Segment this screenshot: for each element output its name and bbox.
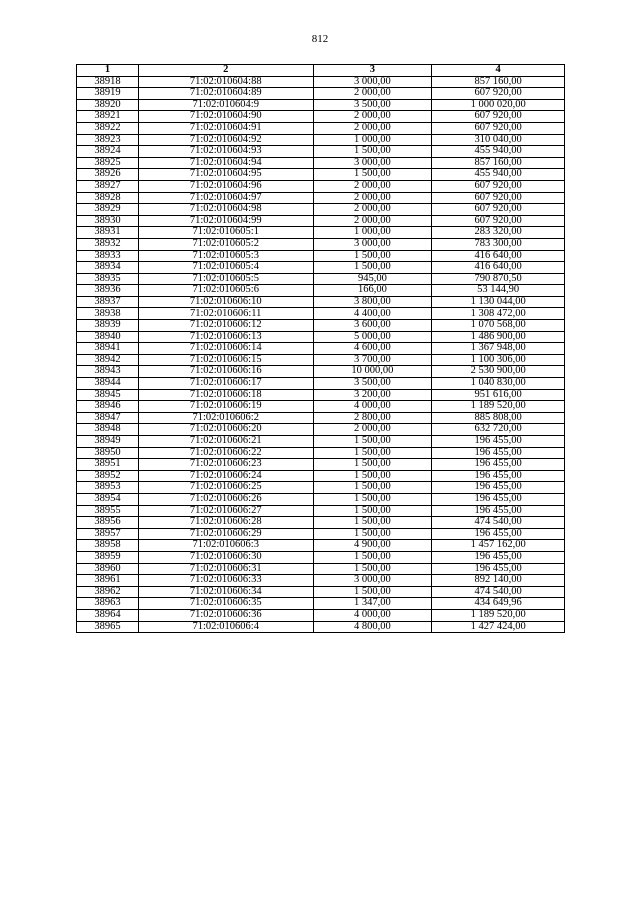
table-row [77, 389, 565, 401]
value-cell: 53 144,90 [432, 285, 565, 297]
cadastral-number-cell: 71:02:010606:12 [138, 320, 313, 332]
cadastral-number-cell: 71:02:010604:88 [138, 76, 313, 88]
cadastral-number-cell: 71:02:010606:4 [138, 621, 313, 633]
row-number-cell: 38947 [77, 412, 139, 424]
row-number-cell: 38918 [77, 76, 139, 88]
value-cell: 1 189 520,00 [432, 609, 565, 621]
column-header-1: 1 [77, 65, 139, 77]
table-row [77, 354, 565, 366]
cadastral-number-cell: 71:02:010605:1 [138, 227, 313, 239]
area-cell: 2 000,00 [313, 192, 432, 204]
area-cell: 1 500,00 [313, 262, 432, 274]
page-number: 812 [311, 33, 329, 45]
table-row [77, 227, 565, 239]
table-row [77, 296, 565, 308]
row-number-cell: 38930 [77, 215, 139, 227]
cadastral-number-cell: 71:02:010606:18 [138, 389, 313, 401]
table-row [77, 493, 565, 505]
table-row [77, 285, 565, 297]
cadastral-number-cell: 71:02:010606:26 [138, 493, 313, 505]
area-cell: 1 500,00 [313, 146, 432, 158]
value-cell: 196 455,00 [432, 551, 565, 563]
table-header-row [77, 65, 565, 77]
area-cell: 5 000,00 [313, 331, 432, 343]
value-cell: 607 920,00 [432, 204, 565, 216]
table-row [77, 609, 565, 621]
value-cell: 1 040 830,00 [432, 378, 565, 390]
area-cell: 2 000,00 [313, 88, 432, 100]
area-cell: 2 000,00 [313, 215, 432, 227]
table-row [77, 436, 565, 448]
row-number-cell: 38932 [77, 238, 139, 250]
area-cell: 3 500,00 [313, 99, 432, 111]
area-cell: 3 800,00 [313, 296, 432, 308]
table-row [77, 134, 565, 146]
value-cell: 416 640,00 [432, 250, 565, 262]
table-row [77, 76, 565, 88]
area-cell: 166,00 [313, 285, 432, 297]
cadastral-number-cell: 71:02:010604:89 [138, 88, 313, 100]
area-cell: 4 900,00 [313, 540, 432, 552]
data-table [76, 64, 565, 633]
table-row [77, 482, 565, 494]
row-number-cell: 38950 [77, 447, 139, 459]
table-row [77, 540, 565, 552]
value-cell: 196 455,00 [432, 493, 565, 505]
row-number-cell: 38956 [77, 517, 139, 529]
row-number-cell: 38943 [77, 366, 139, 378]
area-cell: 1 500,00 [313, 470, 432, 482]
row-number-cell: 38925 [77, 157, 139, 169]
value-cell: 196 455,00 [432, 459, 565, 471]
value-cell: 1 130 044,00 [432, 296, 565, 308]
value-cell: 474 540,00 [432, 586, 565, 598]
cadastral-number-cell: 71:02:010606:24 [138, 470, 313, 482]
table-row [77, 169, 565, 181]
table-row [77, 215, 565, 227]
table-row [77, 401, 565, 413]
table-row [77, 192, 565, 204]
cadastral-number-cell: 71:02:010606:16 [138, 366, 313, 378]
area-cell: 4 000,00 [313, 609, 432, 621]
cadastral-number-cell: 71:02:010606:21 [138, 436, 313, 448]
row-number-cell: 38952 [77, 470, 139, 482]
cadastral-number-cell: 71:02:010604:97 [138, 192, 313, 204]
cadastral-number-cell: 71:02:010606:29 [138, 528, 313, 540]
value-cell: 1 308 472,00 [432, 308, 565, 320]
area-cell: 1 500,00 [313, 563, 432, 575]
row-number-cell: 38963 [77, 598, 139, 610]
area-cell: 3 000,00 [313, 238, 432, 250]
row-number-cell: 38920 [77, 99, 139, 111]
area-cell: 1 500,00 [313, 528, 432, 540]
row-number-cell: 38936 [77, 285, 139, 297]
cadastral-number-cell: 71:02:010604:93 [138, 146, 313, 158]
area-cell: 1 347,00 [313, 598, 432, 610]
cadastral-number-cell: 71:02:010606:31 [138, 563, 313, 575]
value-cell: 196 455,00 [432, 436, 565, 448]
table-row [77, 204, 565, 216]
cadastral-number-cell: 71:02:010604:98 [138, 204, 313, 216]
table-row [77, 528, 565, 540]
value-cell: 416 640,00 [432, 262, 565, 274]
table-row [77, 575, 565, 587]
area-cell: 1 500,00 [313, 436, 432, 448]
cadastral-number-cell: 71:02:010606:35 [138, 598, 313, 610]
cadastral-number-cell: 71:02:010606:11 [138, 308, 313, 320]
area-cell: 3 000,00 [313, 575, 432, 587]
table-row [77, 273, 565, 285]
area-cell: 1 500,00 [313, 169, 432, 181]
row-number-cell: 38931 [77, 227, 139, 239]
table-row [77, 308, 565, 320]
table-row [77, 238, 565, 250]
value-cell: 1 457 162,00 [432, 540, 565, 552]
value-cell: 196 455,00 [432, 563, 565, 575]
column-header-3: 3 [313, 65, 432, 77]
cadastral-number-cell: 71:02:010606:13 [138, 331, 313, 343]
value-cell: 1 486 900,00 [432, 331, 565, 343]
value-cell: 1 070 568,00 [432, 320, 565, 332]
table-row [77, 517, 565, 529]
cadastral-number-cell: 71:02:010605:6 [138, 285, 313, 297]
row-number-cell: 38922 [77, 122, 139, 134]
area-cell: 2 000,00 [313, 180, 432, 192]
value-cell: 434 649,96 [432, 598, 565, 610]
area-cell: 1 000,00 [313, 134, 432, 146]
row-number-cell: 38939 [77, 320, 139, 332]
row-number-cell: 38929 [77, 204, 139, 216]
value-cell: 892 140,00 [432, 575, 565, 587]
cadastral-number-cell: 71:02:010605:3 [138, 250, 313, 262]
table-row [77, 157, 565, 169]
area-cell: 1 500,00 [313, 551, 432, 563]
row-number-cell: 38955 [77, 505, 139, 517]
cadastral-number-cell: 71:02:010606:30 [138, 551, 313, 563]
table-row [77, 99, 565, 111]
area-cell: 945,00 [313, 273, 432, 285]
table-row [77, 366, 565, 378]
area-cell: 1 500,00 [313, 250, 432, 262]
row-number-cell: 38921 [77, 111, 139, 123]
cadastral-number-cell: 71:02:010606:3 [138, 540, 313, 552]
area-cell: 1 500,00 [313, 459, 432, 471]
value-cell: 196 455,00 [432, 447, 565, 459]
cadastral-number-cell: 71:02:010606:17 [138, 378, 313, 390]
row-number-cell: 38962 [77, 586, 139, 598]
row-number-cell: 38924 [77, 146, 139, 158]
cadastral-number-cell: 71:02:010604:91 [138, 122, 313, 134]
area-cell: 1 500,00 [313, 505, 432, 517]
cadastral-number-cell: 71:02:010606:15 [138, 354, 313, 366]
table-row [77, 459, 565, 471]
table-row [77, 88, 565, 100]
row-number-cell: 38944 [77, 378, 139, 390]
row-number-cell: 38946 [77, 401, 139, 413]
cadastral-number-cell: 71:02:010606:34 [138, 586, 313, 598]
area-cell: 1 500,00 [313, 586, 432, 598]
area-cell: 3 700,00 [313, 354, 432, 366]
value-cell: 607 920,00 [432, 192, 565, 204]
cadastral-number-cell: 71:02:010606:25 [138, 482, 313, 494]
table-row [77, 447, 565, 459]
area-cell: 4 400,00 [313, 308, 432, 320]
area-cell: 3 000,00 [313, 157, 432, 169]
area-cell: 4 600,00 [313, 343, 432, 355]
table-row [77, 563, 565, 575]
area-cell: 10 000,00 [313, 366, 432, 378]
row-number-cell: 38964 [77, 609, 139, 621]
value-cell: 857 160,00 [432, 76, 565, 88]
row-number-cell: 38942 [77, 354, 139, 366]
table-row [77, 331, 565, 343]
table-row [77, 424, 565, 436]
value-cell: 1 100 306,00 [432, 354, 565, 366]
cadastral-number-cell: 71:02:010604:96 [138, 180, 313, 192]
row-number-cell: 38951 [77, 459, 139, 471]
table-row [77, 343, 565, 355]
table-row [77, 250, 565, 262]
table-row [77, 551, 565, 563]
area-cell: 3 000,00 [313, 76, 432, 88]
value-cell: 1 000 020,00 [432, 99, 565, 111]
column-header-2: 2 [138, 65, 313, 77]
area-cell: 3 600,00 [313, 320, 432, 332]
area-cell: 4 800,00 [313, 621, 432, 633]
row-number-cell: 38960 [77, 563, 139, 575]
row-number-cell: 38961 [77, 575, 139, 587]
row-number-cell: 38954 [77, 493, 139, 505]
value-cell: 2 530 900,00 [432, 366, 565, 378]
table-row [77, 111, 565, 123]
row-number-cell: 38928 [77, 192, 139, 204]
table-row [77, 122, 565, 134]
area-cell: 1 500,00 [313, 517, 432, 529]
value-cell: 783 300,00 [432, 238, 565, 250]
table-row [77, 146, 565, 158]
cadastral-number-cell: 71:02:010606:10 [138, 296, 313, 308]
table-row [77, 262, 565, 274]
value-cell: 474 540,00 [432, 517, 565, 529]
row-number-cell: 38937 [77, 296, 139, 308]
value-cell: 632 720,00 [432, 424, 565, 436]
cadastral-number-cell: 71:02:010606:23 [138, 459, 313, 471]
row-number-cell: 38933 [77, 250, 139, 262]
value-cell: 196 455,00 [432, 528, 565, 540]
area-cell: 2 000,00 [313, 204, 432, 216]
value-cell: 196 455,00 [432, 470, 565, 482]
cadastral-number-cell: 71:02:010604:90 [138, 111, 313, 123]
value-cell: 196 455,00 [432, 482, 565, 494]
value-cell: 283 320,00 [432, 227, 565, 239]
table-row [77, 378, 565, 390]
column-header-4: 4 [432, 65, 565, 77]
area-cell: 2 000,00 [313, 122, 432, 134]
table-row [77, 598, 565, 610]
cadastral-number-cell: 71:02:010606:14 [138, 343, 313, 355]
cadastral-number-cell: 71:02:010606:2 [138, 412, 313, 424]
value-cell: 857 160,00 [432, 157, 565, 169]
row-number-cell: 38938 [77, 308, 139, 320]
value-cell: 607 920,00 [432, 111, 565, 123]
cadastral-number-cell: 71:02:010604:94 [138, 157, 313, 169]
area-cell: 3 200,00 [313, 389, 432, 401]
cadastral-number-cell: 71:02:010606:27 [138, 505, 313, 517]
value-cell: 607 920,00 [432, 122, 565, 134]
row-number-cell: 38935 [77, 273, 139, 285]
area-cell: 1 500,00 [313, 482, 432, 494]
table-row [77, 621, 565, 633]
cadastral-number-cell: 71:02:010604:92 [138, 134, 313, 146]
row-number-cell: 38923 [77, 134, 139, 146]
value-cell: 1 189 520,00 [432, 401, 565, 413]
row-number-cell: 38949 [77, 436, 139, 448]
value-cell: 607 920,00 [432, 88, 565, 100]
row-number-cell: 38945 [77, 389, 139, 401]
row-number-cell: 38959 [77, 551, 139, 563]
cadastral-number-cell: 71:02:010604:99 [138, 215, 313, 227]
value-cell: 790 870,50 [432, 273, 565, 285]
value-cell: 1 427 424,00 [432, 621, 565, 633]
value-cell: 455 940,00 [432, 169, 565, 181]
cadastral-number-cell: 71:02:010604:9 [138, 99, 313, 111]
area-cell: 4 000,00 [313, 401, 432, 413]
row-number-cell: 38926 [77, 169, 139, 181]
cadastral-number-cell: 71:02:010606:22 [138, 447, 313, 459]
table-row [77, 470, 565, 482]
cadastral-number-cell: 71:02:010606:33 [138, 575, 313, 587]
value-cell: 1 367 948,00 [432, 343, 565, 355]
area-cell: 2 000,00 [313, 111, 432, 123]
cadastral-number-cell: 71:02:010606:28 [138, 517, 313, 529]
value-cell: 310 040,00 [432, 134, 565, 146]
table-body [77, 76, 565, 633]
value-cell: 196 455,00 [432, 505, 565, 517]
row-number-cell: 38965 [77, 621, 139, 633]
row-number-cell: 38940 [77, 331, 139, 343]
value-cell: 885 808,00 [432, 412, 565, 424]
value-cell: 455 940,00 [432, 146, 565, 158]
value-cell: 607 920,00 [432, 180, 565, 192]
table-row [77, 180, 565, 192]
value-cell: 951 616,00 [432, 389, 565, 401]
row-number-cell: 38927 [77, 180, 139, 192]
value-cell: 607 920,00 [432, 215, 565, 227]
row-number-cell: 38958 [77, 540, 139, 552]
row-number-cell: 38953 [77, 482, 139, 494]
cadastral-number-cell: 71:02:010605:5 [138, 273, 313, 285]
table-row [77, 505, 565, 517]
area-cell: 1 000,00 [313, 227, 432, 239]
table-row [77, 586, 565, 598]
cadastral-number-cell: 71:02:010606:19 [138, 401, 313, 413]
cadastral-number-cell: 71:02:010606:20 [138, 424, 313, 436]
area-cell: 2 000,00 [313, 424, 432, 436]
row-number-cell: 38941 [77, 343, 139, 355]
area-cell: 1 500,00 [313, 493, 432, 505]
area-cell: 2 800,00 [313, 412, 432, 424]
row-number-cell: 38957 [77, 528, 139, 540]
table-row [77, 412, 565, 424]
area-cell: 3 500,00 [313, 378, 432, 390]
row-number-cell: 38948 [77, 424, 139, 436]
row-number-cell: 38934 [77, 262, 139, 274]
area-cell: 1 500,00 [313, 447, 432, 459]
cadastral-number-cell: 71:02:010605:4 [138, 262, 313, 274]
table-row [77, 320, 565, 332]
row-number-cell: 38919 [77, 88, 139, 100]
cadastral-number-cell: 71:02:010606:36 [138, 609, 313, 621]
cadastral-number-cell: 71:02:010604:95 [138, 169, 313, 181]
cadastral-number-cell: 71:02:010605:2 [138, 238, 313, 250]
